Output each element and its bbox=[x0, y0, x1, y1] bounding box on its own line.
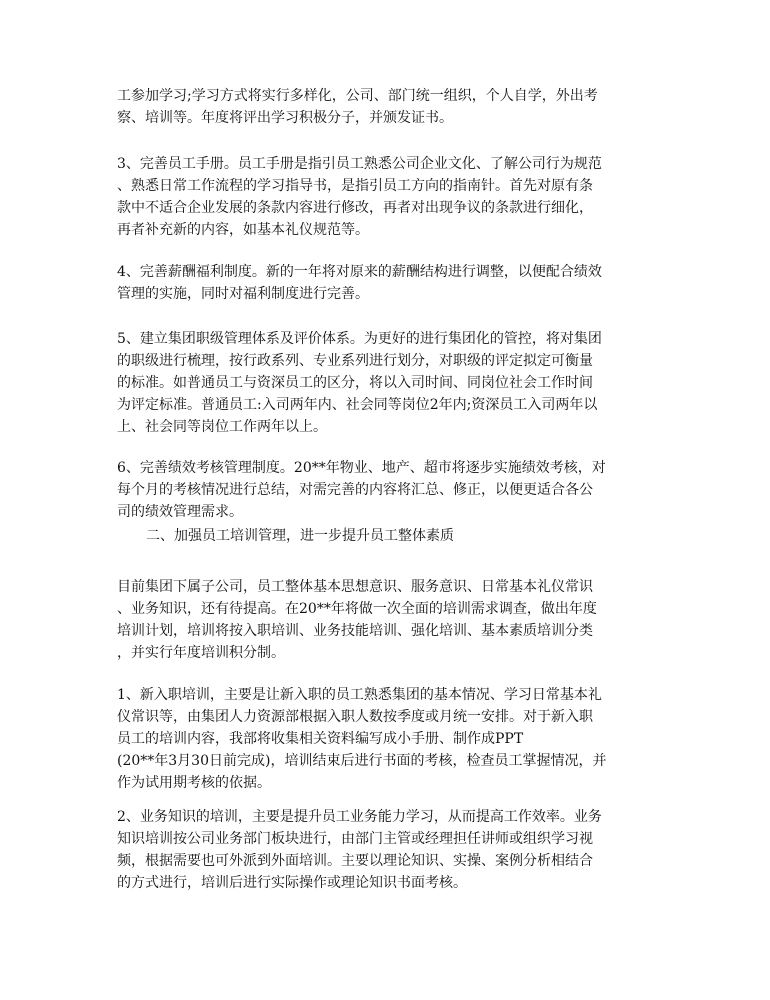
text-line: 的职级进行梳理，按行政系列、专业系列进行划分，对职级的评定拟定可衡量 bbox=[117, 353, 593, 369]
text-line: 目前集团下属子公司，员工整体基本思想意识、服务意识、日常基本礼仪常识 bbox=[117, 579, 593, 595]
text-line: 、业务知识，还有待提高。在20**年将做一次全面的培训需求调查，做出年度 bbox=[117, 601, 597, 617]
text-line: 4、完善薪酬福利制度。新的一年将对原来的薪酬结构进行调整，以便配合绩效 bbox=[117, 264, 602, 280]
text-line: 作为试用期考核的依据。 bbox=[117, 775, 271, 791]
paragraph-training-1 bbox=[117, 684, 662, 794]
text-line: 培训计划，培训将按入职培训、业务技能培训、强化培训、基本素质培训分类 bbox=[117, 623, 593, 639]
text-line: 1、新入职培训，主要是让新入职的员工熟悉集团的基本情况、学习日常基本礼 bbox=[117, 687, 602, 703]
text-line: 为评定标准。普通员工:入司两年内、社会同等岗位2年内;资深员工入司两年以 bbox=[117, 397, 598, 413]
text-line: 察、培训等。年度将评出学习积极分子，并颁发证书。 bbox=[117, 110, 453, 126]
paragraph-item-5 bbox=[117, 328, 662, 438]
paragraph-item-6 bbox=[117, 457, 662, 523]
paragraph-item-4 bbox=[117, 261, 662, 305]
paragraph-item-3 bbox=[117, 153, 662, 241]
text-line: 5、建立集团职级管理体系及评价体系。为更好的进行集团化的管控，将对集团 bbox=[117, 331, 602, 347]
text-line: (20**年3月30日前完成)，培训结束后进行书面的考核，检查员工掌握情况，并 bbox=[117, 753, 607, 769]
text-line: 司的绩效管理需求。 bbox=[117, 504, 243, 520]
text-line: 6、完善绩效考核管理制度。20**年物业、地产、超市将逐步实施绩效考核，对 bbox=[117, 460, 606, 476]
text-line: 款中不适合企业发展的条款内容进行修改，再者对出现争议的条款进行细化， bbox=[117, 200, 593, 216]
paragraph-training-2 bbox=[117, 806, 662, 894]
text-line: 员工的培训内容，我部将收集相关资料编写成小手册、制作成PPT bbox=[117, 731, 524, 747]
text-line: 上、社会同等岗位工作两年以上。 bbox=[117, 419, 327, 435]
text-line: 、熟悉日常工作流程的学习指导书，是指引员工方向的指南针。首先对原有条 bbox=[117, 178, 593, 194]
text-line: 再者补充新的内容，如基本礼仪规范等。 bbox=[117, 222, 369, 238]
text-line: 知识培训按公司业务部门板块进行，由部门主管或经理担任讲师或组织学习视 bbox=[117, 831, 593, 847]
section-heading: 二、加强员工培训管理，进一步提升员工整体素质 bbox=[146, 528, 454, 544]
paragraph-intro-continued bbox=[117, 85, 662, 129]
text-line: 的标准。如普通员工与资深员工的区分，将以入司时间、同岗位社会工作时间 bbox=[117, 375, 593, 391]
text-line: 的方式进行，培训后进行实际操作或理论知识书面考核。 bbox=[117, 875, 467, 891]
text-line: 每个月的考核情况进行总结，对需完善的内容将汇总、修正，以便更适合各公 bbox=[117, 482, 593, 498]
text-line: 仪常识等，由集团人力资源部根据入职人数按季度或月统一安排。对于新入职 bbox=[117, 709, 593, 725]
text-line: 管理的实施，同时对福利制度进行完善。 bbox=[117, 286, 369, 302]
paragraph-training-intro bbox=[117, 576, 662, 664]
text-line: ，并实行年度培训积分制。 bbox=[117, 645, 285, 661]
text-line: 频，根据需要也可外派到外面培训。主要以理论知识、实操、案例分析相结合 bbox=[117, 853, 593, 869]
text-line: 工参加学习;学习方式将实行多样化，公司、部门统一组织，个人自学，外出考 bbox=[117, 88, 598, 104]
text-line: 2、业务知识的培训，主要是提升员工业务能力学习，从而提高工作效率。业务 bbox=[117, 809, 602, 825]
text-line: 3、完善员工手册。员工手册是指引员工熟悉公司企业文化、了解公司行为规范 bbox=[117, 156, 602, 172]
